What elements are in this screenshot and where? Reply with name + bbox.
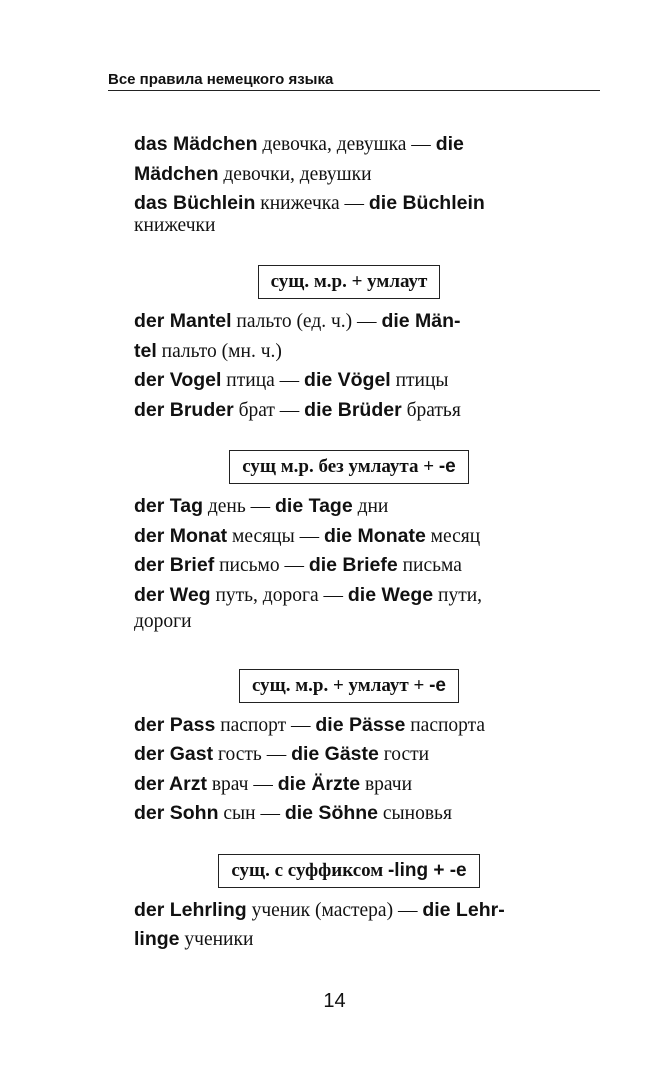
russian-translation: путь, дорога — bbox=[210, 584, 348, 606]
entry-mantel bbox=[134, 307, 564, 366]
russian-translation: паспорт — bbox=[215, 714, 316, 736]
german-plural: Mädchen bbox=[134, 162, 219, 185]
german-plural: die Tage bbox=[275, 495, 353, 517]
russian-translation: братья bbox=[401, 399, 461, 421]
german-singular: der Bruder bbox=[134, 398, 234, 421]
entry-weg bbox=[134, 581, 564, 637]
german-plural: die Söhne bbox=[284, 802, 379, 824]
rule-box-umlaut-e bbox=[134, 669, 564, 705]
running-header: Все правила немецкого языка bbox=[108, 71, 334, 88]
russian-translation: птицы bbox=[390, 370, 449, 391]
russian-translation: девочки, девушки bbox=[218, 163, 372, 185]
russian-translation: месяцы — bbox=[227, 525, 324, 547]
german-singular: der Tag bbox=[134, 495, 203, 517]
german-plural: die Pässe bbox=[315, 713, 406, 736]
german-singular: der Arzt bbox=[134, 772, 207, 795]
german-plural: die Lehr- bbox=[422, 898, 505, 921]
german-singular: der Brief bbox=[134, 554, 215, 576]
entry-pass bbox=[134, 711, 564, 741]
russian-translation: ученик (мастера) — bbox=[246, 899, 423, 921]
russian-translation: сыновья bbox=[378, 803, 452, 824]
german-plural: die Män- bbox=[381, 310, 461, 332]
russian-translation: сын — bbox=[218, 803, 285, 824]
russian-translation: пальто (ед. ч.) — bbox=[231, 311, 382, 332]
entry-sohn bbox=[134, 799, 564, 829]
russian-translation: девочка, девушка — bbox=[257, 134, 436, 155]
russian-translation: письма bbox=[397, 555, 462, 576]
russian-translation: книжечки bbox=[134, 214, 216, 236]
german-plural: die Vögel bbox=[304, 369, 391, 391]
russian-translation: ученики bbox=[179, 929, 254, 950]
rule-box-umlaut bbox=[134, 265, 564, 301]
german-plural: tel bbox=[134, 339, 157, 362]
russian-translation: день — bbox=[202, 496, 276, 517]
russian-translation: врачи bbox=[360, 773, 413, 795]
rule-box-no-umlaut bbox=[134, 450, 564, 486]
entry-madchen bbox=[134, 130, 564, 189]
russian-translation: месяц bbox=[425, 525, 481, 547]
entry-gast bbox=[134, 740, 564, 770]
entry-brief bbox=[134, 551, 564, 581]
russian-translation: паспорта bbox=[405, 714, 486, 736]
russian-translation: письмо — bbox=[214, 555, 309, 576]
entry-vogel bbox=[134, 366, 564, 396]
rule-label: сущ. м.р. + умлаут + -e bbox=[239, 669, 459, 703]
russian-translation: птица — bbox=[221, 370, 305, 391]
russian-translation: дороги bbox=[134, 611, 192, 632]
russian-translation: гость — bbox=[213, 744, 292, 765]
russian-translation: пути, bbox=[433, 584, 483, 606]
entry-tag bbox=[134, 492, 564, 522]
page-number: 14 bbox=[323, 990, 346, 1012]
page-content bbox=[134, 130, 564, 955]
german-singular: das Büchlein bbox=[134, 192, 256, 214]
rule-label: сущ м.р. без умлаута + -e bbox=[229, 450, 468, 484]
russian-translation: дни bbox=[352, 496, 389, 517]
german-singular: der Weg bbox=[134, 583, 211, 606]
russian-translation: пальто (мн. ч.) bbox=[156, 340, 282, 362]
german-plural: die Brüder bbox=[304, 398, 402, 421]
german-plural: die Wege bbox=[347, 583, 434, 606]
entry-buchlein bbox=[134, 189, 564, 240]
german-plural: die Büchlein bbox=[368, 192, 485, 214]
german-singular: der Gast bbox=[134, 743, 214, 765]
russian-translation: гости bbox=[378, 744, 430, 765]
russian-translation: книжечка — bbox=[255, 193, 369, 214]
russian-translation: брат — bbox=[233, 399, 305, 421]
russian-translation: врач — bbox=[206, 773, 278, 795]
german-plural: die bbox=[435, 133, 464, 155]
german-singular: der Vogel bbox=[134, 369, 222, 391]
entry-lehrling bbox=[134, 896, 564, 955]
german-plural: die Monate bbox=[323, 524, 426, 547]
entry-monat bbox=[134, 522, 564, 552]
german-plural: die Briefe bbox=[308, 554, 398, 576]
german-singular: der Lehrling bbox=[134, 898, 247, 921]
german-plural: linge bbox=[134, 928, 180, 950]
rule-label: сущ. с суффиксом -ling + -e bbox=[218, 854, 479, 888]
header-rule bbox=[108, 90, 600, 91]
german-singular: das Mädchen bbox=[134, 133, 258, 155]
entry-bruder bbox=[134, 396, 564, 426]
german-plural: die Gäste bbox=[291, 743, 379, 765]
rule-label: сущ. м.р. + умлаут bbox=[258, 265, 441, 299]
german-plural: die Ärzte bbox=[277, 772, 361, 795]
german-singular: der Pass bbox=[134, 713, 216, 736]
german-singular: der Mantel bbox=[134, 310, 232, 332]
german-singular: der Sohn bbox=[134, 802, 219, 824]
german-singular: der Monat bbox=[134, 524, 228, 547]
rule-box-ling-suffix bbox=[134, 854, 564, 890]
entry-arzt bbox=[134, 770, 564, 800]
